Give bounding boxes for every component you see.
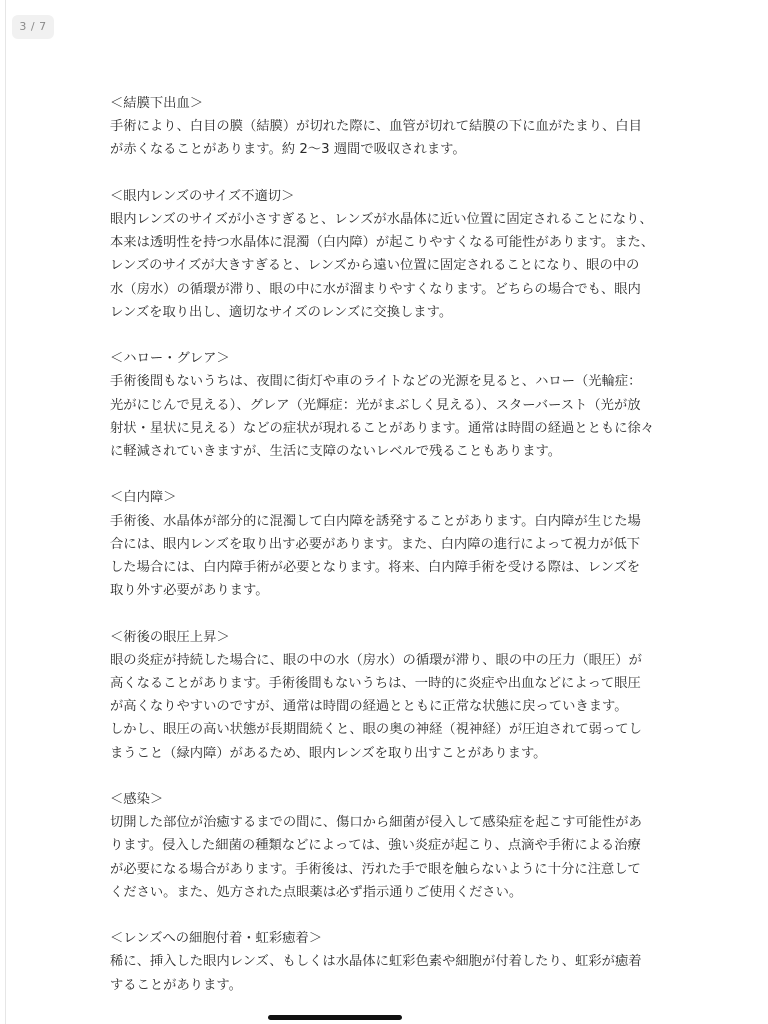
body-text-line: 切開した部位が治癒するまでの間に、傷口から細菌が侵入して感染症を起こす可能性があ [110,815,642,831]
section-heading: ＜術後の眼圧上昇＞ [110,629,230,645]
page-edge-divider [5,0,6,1024]
body-text-line: が赤くなることがあります。約 2〜3 週間で吸収されます。 [110,142,466,158]
document-section [110,92,670,162]
body-text-line: ります。侵入した細菌の種類などによっては、強い炎症が起こり、点滴や手術による治療 [110,838,641,854]
section-heading: ＜白内障＞ [110,490,177,506]
document-section [110,626,670,765]
section-heading: ＜眼内レンズのサイズ不適切＞ [110,188,295,204]
body-text-line: レンズのサイズが大きすぎると、レンズから遠い位置に固定されることになり、眼の中の [110,258,640,274]
body-text-line: 合には、眼内レンズを取り出す必要があります。また、白内障の進行によって視力が低下 [110,536,641,552]
section-heading: ＜感染＞ [110,792,164,808]
document-section [110,788,670,904]
body-text-line: 手術後、水晶体が部分的に混濁して白内障を誘発することがあります。白内障が生じた場 [110,513,641,529]
document-section [110,927,670,997]
body-text-line: 高くなることがあります。手術後間もないうちは、一時的に炎症や出血などによって眼圧 [110,676,641,692]
body-text-line: 手術後間もないうちは、夜間に街灯や車のライトなどの光源を見ると、ハロー（光輪症： [110,374,642,390]
body-text-line: 手術により、白目の膜（結膜）が切れた際に、血管が切れて結膜の下に血がたまり、白目 [110,119,642,135]
body-text-line: 稀に、挿入した眼内レンズ、もしくは水晶体に虹彩色素や細胞が付着したり、虹彩が癒着 [110,954,642,970]
document-page[interactable] [110,92,670,1020]
body-text-line: レンズを取り出し、適切なサイズのレンズに交換します。 [110,304,453,320]
body-text-line: することがあります。 [110,977,242,993]
body-text-line: 本来は透明性を持つ水晶体に混濁（白内障）が起こりやすくなる可能性があります。また、 [110,235,655,251]
document-section [110,486,670,602]
body-text-line: 光がにじんで見える）、グレア（光輝症：光がまぶしく見える）、スターバースト（光が放 [110,397,641,413]
body-text-line: 取り外す必要があります。 [110,583,269,599]
body-text-line: に軽減されていきますが、生活に支障のないレベルで残ることもあります。 [110,444,562,460]
section-heading: ＜ハロー・グレア＞ [110,351,230,367]
document-section [110,347,670,463]
body-text-line: まうこと（緑内障）があるため、眼内レンズを取り出すことがあります。 [110,745,547,761]
body-text-line: が高くなりやすいのですが、通常は時間の経過とともに正常な状態に戻っていきます。 [110,699,628,715]
body-text-line: しかし、眼圧の高い状態が長期間続くと、眼の奥の神経（視神経）が圧迫されて弱ってし [110,722,642,738]
body-text-line: 眼の炎症が持続した場合に、眼の中の水（房水）の循環が滞り、眼の中の圧力（眼圧）が [110,652,642,668]
body-text-line: 射状・星状に見える）などの症状が現れることがあります。通常は時間の経過とともに徐々 [110,420,655,436]
page-indicator-badge: 3 / 7 [12,15,54,39]
document-section [110,185,670,324]
body-text-line: ください。また、処方された点眼薬は必ず指示通りご使用ください。 [110,884,523,900]
home-indicator-bar[interactable] [268,1015,402,1020]
body-text-line: が必要になる場合があります。手術後は、汚れた手で眼を触らないように十分に注意して [110,861,641,877]
body-text-line: 眼内レンズのサイズが小さすぎると、レンズが水晶体に近い位置に固定されることになり、 [110,212,653,227]
body-text-line: した場合には、白内障手術が必要となります。将来、白内障手術を受ける際は、レンズを [110,560,641,576]
section-heading: ＜レンズへの細胞付着・虹彩癒着＞ [110,931,323,947]
section-heading: ＜結膜下出血＞ [110,96,204,111]
body-text-line: 水（房水）の循環が滞り、眼の中に水が溜まりやすくなります。どちらの場合でも、眼内 [110,281,641,297]
